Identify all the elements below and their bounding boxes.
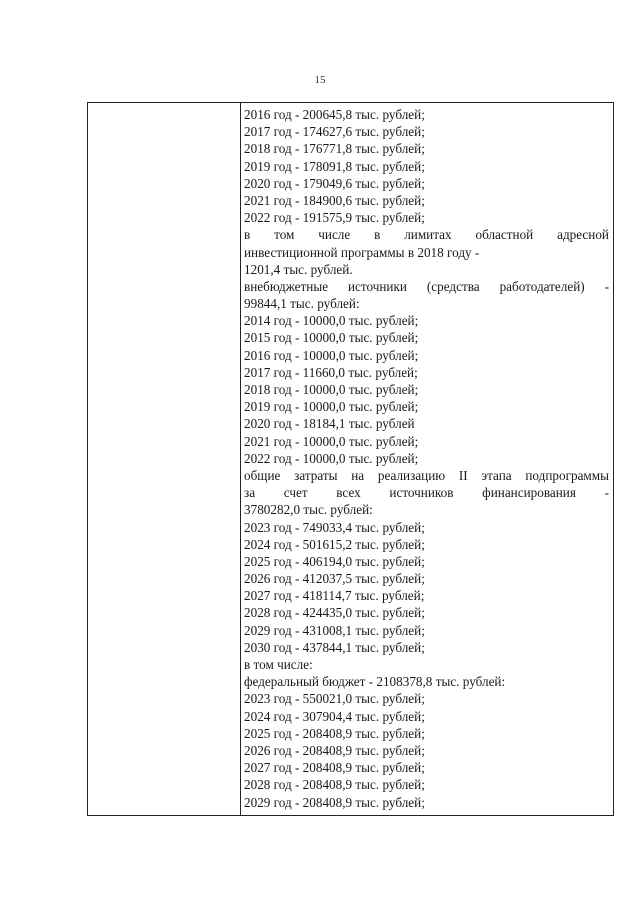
table-content-cell (244, 106, 609, 811)
text-line: 2016 год - 200645,8 тыс. рублей; (244, 107, 425, 122)
text-line: 2017 год - 174627,6 тыс. рублей; (244, 124, 425, 140)
page-number: 15 (314, 74, 326, 86)
text-line: 2016 год - 10000,0 тыс. рублей; (244, 347, 419, 363)
text-line: за счет всех источников финансирования - (244, 485, 609, 501)
text-line: 99844,1 тыс. рублей: (244, 296, 360, 312)
text-line: 2028 год - 424435,0 тыс. рублей; (244, 605, 425, 621)
text-line: в том числе: (244, 657, 313, 672)
text-line: 2026 год - 412037,5 тыс. рублей; (244, 571, 425, 587)
text-line: 2025 год - 406194,0 тыс. рублей; (244, 553, 425, 569)
text-line: инвестиционной программы в 2018 году - (244, 244, 480, 260)
text-line: 2027 год - 418114,7 тыс. рублей; (244, 588, 425, 604)
text-line: 2017 год - 11660,0 тыс. рублей; (244, 364, 418, 380)
text-line: 2014 год - 10000,0 тыс. рублей; (244, 313, 419, 329)
text-line: 2020 год - 18184,1 тыс. рублей (244, 416, 415, 432)
text-line: общие затраты на реализацию II этапа подпрограммы (244, 467, 609, 483)
funding-table (87, 102, 614, 816)
text-line: 2029 год - 208408,9 тыс. рублей; (244, 794, 425, 810)
text-line: 2019 год - 178091,8 тыс. рублей; (244, 158, 425, 174)
text-line: 2019 год - 10000,0 тыс. рублей; (244, 399, 419, 415)
text-line: внебюджетные источники (средства работодателей) - (244, 278, 609, 294)
text-line: 2018 год - 10000,0 тыс. рублей; (244, 382, 419, 397)
text-line: 2030 год - 437844,1 тыс. рублей; (244, 639, 425, 655)
text-line: 2027 год - 208408,9 тыс. рублей; (244, 760, 425, 776)
text-line: 3780282,0 тыс. рублей: (244, 502, 373, 518)
text-line: федеральный бюджет - 2108378,8 тыс. рублей: (244, 674, 506, 690)
text-line: 2025 год - 208408,9 тыс. рублей; (244, 725, 425, 741)
text-line: 2028 год - 208408,9 тыс. рублей; (244, 777, 425, 793)
text-line: 2023 год - 550021,0 тыс. рублей; (244, 691, 425, 707)
text-line: 2024 год - 307904,4 тыс. рублей; (244, 708, 425, 724)
text-line: 2026 год - 208408,9 тыс. рублей; (244, 742, 425, 758)
text-line: 2022 год - 10000,0 тыс. рублей; (244, 450, 419, 466)
text-line: 2023 год - 749033,4 тыс. рублей; (244, 519, 425, 535)
text-line: 2022 год - 191575,9 тыс. рублей; (244, 210, 425, 226)
text-line: 2024 год - 501615,2 тыс. рублей; (244, 536, 425, 552)
table-label-cell (88, 103, 241, 815)
text-line: 2018 год - 176771,8 тыс. рублей; (244, 141, 425, 157)
text-line: 2021 год - 10000,0 тыс. рублей; (244, 433, 419, 449)
text-line: 1201,4 тыс. рублей. (244, 261, 353, 277)
text-line: 2020 год - 179049,6 тыс. рублей; (244, 175, 425, 191)
text-line: 2021 год - 184900,6 тыс. рублей; (244, 192, 425, 208)
text-line: 2015 год - 10000,0 тыс. рублей; (244, 330, 419, 346)
text-line: в том числе в лимитах областной адресной (244, 227, 609, 243)
text-line: 2029 год - 431008,1 тыс. рублей; (244, 622, 425, 638)
